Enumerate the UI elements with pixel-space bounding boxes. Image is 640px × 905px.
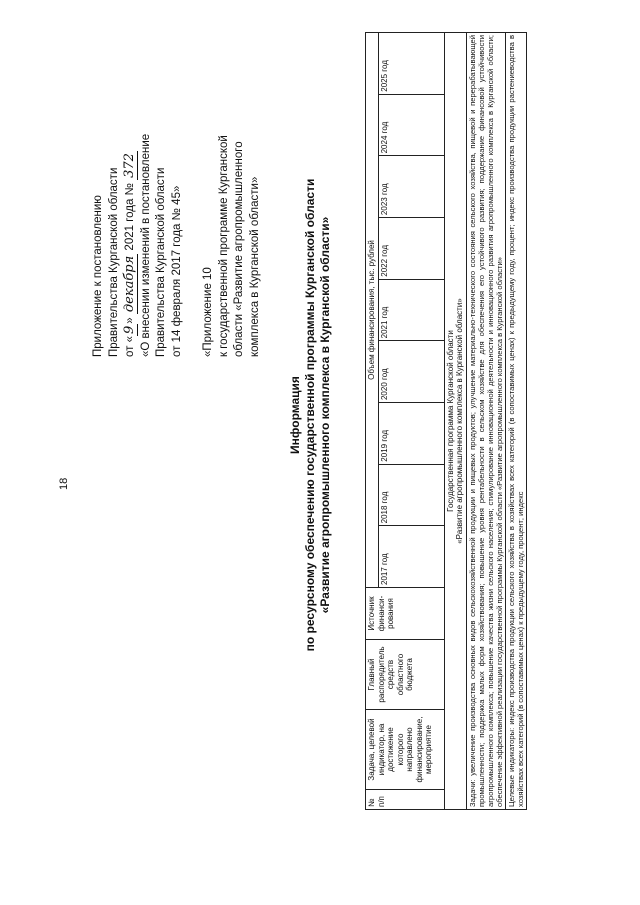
tasks-text: Задачи: увеличение производства основных видов сельскохозяйственной продукции и пищевых продуктов; улучшение материально-технического состояния сельского хозяйства, пищевой и перерабатывающей промышленности; поддержка малых форм хозяйствования; повышение уровня рентабельности в сельском хозяйстве для обеспечения его устойчивого развития; поддержание финансовой устойчивости агропромышленного комплекса; повышение качества жизни сельского населения; стимулирование инновационной деятельности и инновационного развития агропромышленного комплекса в Курганской области; обеспечение эффективной реализации государственной программы Курганской области «Развитие агропромышленного комплекса в Курганской области» (466, 33, 505, 810)
appendix-line: комплекса в Курганской области» (248, 176, 261, 357)
funding-table (365, 32, 527, 810)
page-number: 18 (58, 477, 70, 490)
year-cell: 2019 год (378, 403, 444, 465)
year-cell: 2018 год (378, 464, 444, 526)
year-cell: 2021 год (378, 279, 444, 341)
program-name (444, 33, 466, 810)
program-line: Государственная программа Курганской области (445, 330, 455, 512)
year-cell: 2022 год (378, 218, 444, 280)
year-cell: 2017 год (378, 526, 444, 588)
title-line: по ресурсному обеспечению государственной программы Курганской области (303, 178, 317, 652)
program-line: «Развитие агропромышленного комплекса в Курганской области» (455, 298, 464, 544)
appendix-line: Приложение к постановлению (92, 195, 104, 357)
tasks-row (466, 33, 505, 810)
appendix-line: Правительства Курганской области (107, 167, 120, 357)
header-task: Задача, целевой индикатор, на достижение которого направлено финансирование, мероприятие (366, 710, 445, 790)
appendix-date-line (122, 27, 139, 357)
program-row (444, 33, 466, 810)
appendix-header (91, 27, 263, 357)
indicators-row (505, 33, 526, 810)
header-volume: Объем финансирования, тыс. рублей (366, 33, 379, 588)
rotated-document (25, 25, 615, 815)
year-cell: 2025 год (378, 33, 444, 95)
handwritten-number: 372 (122, 153, 137, 178)
table-header-row (366, 33, 379, 810)
handwritten-day: 9 (122, 325, 137, 334)
handwritten-month: декабря (122, 255, 137, 313)
appendix-line: «Приложение 10 (202, 267, 214, 357)
year-cell: 2020 год (378, 341, 444, 403)
document-title (288, 165, 333, 665)
date-prefix: от « (124, 335, 136, 357)
header-source: Источник финанси-рования (366, 588, 445, 640)
indicators-text: Целевые индикаторы: индекс производства продукции сельского хозяйства в хозяйствах всех категорий (в сопоставимых ценах) к предыдущему году, процент; индекс производства продукции растениеводства в хозяйствах всех категорий (в сопоставимых ценах) к предыдущему году, процент; индекс (505, 33, 526, 810)
appendix-line: «О внесении изменений в постановление (139, 133, 152, 357)
appendix-line: от 14 февраля 2017 года № 45» (170, 185, 183, 357)
header-num: № п/п (366, 790, 445, 810)
year-cell: 2024 год (378, 94, 444, 156)
date-quote: » (124, 317, 136, 324)
appendix-line: Правительства Курганской области (155, 167, 167, 357)
year-cell: 2023 год (378, 156, 444, 218)
date-year: 2021 года № (124, 183, 136, 251)
appendix-line: области «Развитие агропромышленного (233, 141, 245, 357)
title-line: «Развитие агропромышленного комплекса в Курганской области» (318, 216, 332, 614)
appendix-line: к государственной программе Курганской (217, 135, 230, 357)
header-admin: Главный распорядитель средств областного бюджета (366, 640, 445, 710)
title-line: Информация (288, 376, 302, 454)
